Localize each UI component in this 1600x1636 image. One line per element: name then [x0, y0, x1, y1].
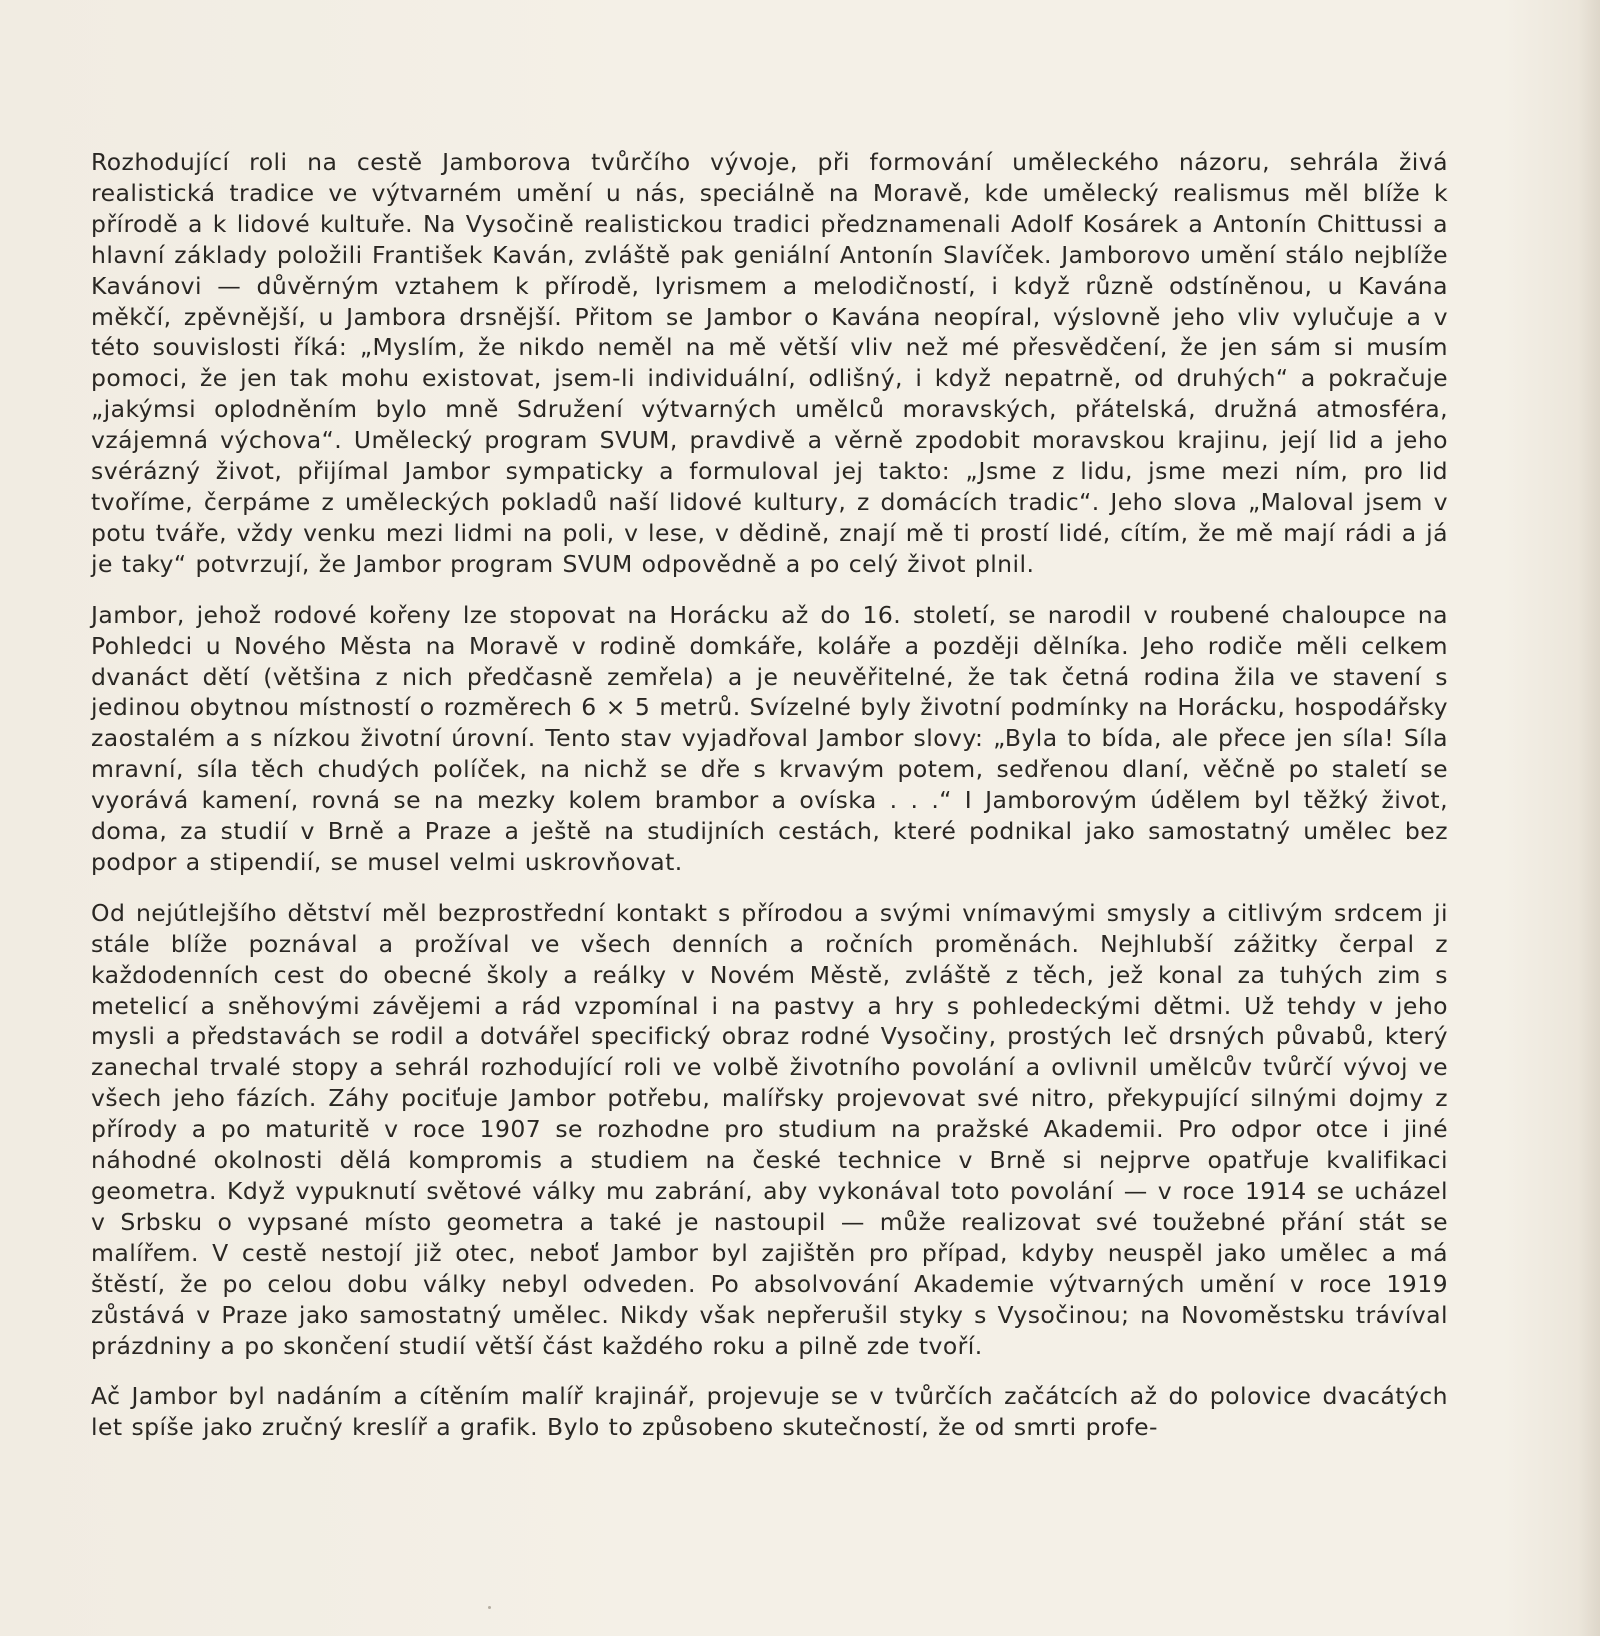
body-text: [91, 147, 1448, 1443]
paragraph: Od nejútlejšího dětství měl bezprostřední kontakt s přírodou a svými vnímavými smysly a citlivým srdcem ji stále blíže poznával a prožíval ve všech denních a ročních proměnách. Nejhlubší zážitky čerpal z každodenních cest do obecné školy a reálky v Novém Městě, zvláště z těch, jež konal za tuhých zim s metelicí a sněhovými závějemi a rád vzpomínal i na pastvy a hry s pohledeckými dětmi. Už tehdy v jeho mysli a představách se rodil a dotvářel specifický obraz rodné Vysočiny, prostých leč drsných půvabů, který zanechal trvalé stopy a sehrál rozhodující roli ve volbě životního povolání a ovlivnil umělcův tvůrčí vývoj ve všech jeho fázích. Záhy pociťuje Jambor potřebu, malířsky projevovat své nitro, překypující silnými dojmy z přírody a po maturitě v roce 1907 se rozhodne pro studium na pražské Akademii. Pro odpor otce i jiné náhodné okolnosti dělá kompromis a studiem na české technice v Brně si nejprve opatřuje kvalifikaci geometra. Když vypuknutí světové války mu zabrání, aby vykonával toto povolání — v roce 1914 se ucházel v Srbsku o vypsané místo geometra a také je nastoupil — může realizovat své toužebné přání stát se malířem. V cestě nestojí již otec, neboť Jambor byl zajištěn pro případ, kdyby neuspěl jako umělec a má štěstí, že po celou dobu války nebyl odveden. Po absolvování Akademie výtvarných umění v roce 1919 zůstává v Praze jako samostatný umělec. Nikdy však nepřerušil styky s Vysočinou; na Novoměstsku trávíval prázdniny a po skončení studií větší část každého roku a pilně zde tvoří.: [91, 898, 1448, 1360]
paragraph: Ač Jambor byl nadáním a cítěním malíř krajinář, projevuje se v tvůrčích začátcích až do polovice dvacátých let spíše jako zručný kreslíř a grafik. Bylo to způsobeno skutečností, že od smrti profe-: [91, 1382, 1448, 1442]
page-edge-shadow: [1578, 0, 1600, 1636]
paragraph: Rozhodující roli na cestě Jamborova tvůrčího vývoje, při formování uměleckého názoru, sehrála živá realistická tradice ve výtvarném umění u nás, speciálně na Moravě, kde umělecký realismus měl blíže k přírodě a k lidové kultuře. Na Vysočině realistickou tradici předznamenali Adolf Kosárek a Antonín Chittussi a hlavní základy položili František Kaván, zvláště pak geniální Antonín Slavíček. Jamborovo umění stálo nejblíže Kavánovi — důvěrným vztahem k přírodě, lyrismem a melodičností, i když různě odstíněnou, u Kavána měkčí, zpěvnější, u Jambora drsnější. Přitom se Jambor o Kavána neopíral, výslovně jeho vliv vylučuje a v této souvislosti říká: „Myslím, že nikdo neměl na mě větší vliv než mé přesvědčení, že jen sám si musím pomoci, že jen tak mohu existovat, jsem-li individuální, odlišný, i když nepatrně, od druhých“ a pokračuje „jakýmsi oplodněním bylo mně Sdružení výtvarných umělců moravských, přátelská, družná atmosféra, vzájemná výchova“. Umělecký program SVUM, pravdivě a věrně zpodobit moravskou krajinu, její lid a jeho svérázný život, přijímal Jambor sympaticky a formuloval jej takto: „Jsme z lidu, jsme mezi ním, pro lid tvoříme, čerpáme z uměleckých pokladů naší lidové kultury, z domácích tradic“. Jeho slova „Maloval jsem v potu tváře, vždy venku mezi lidmi na poli, v lese, v dědině, znají mě ti prostí lidé, cítím, že mě mají rádi a já je taky“ potvrzují, že Jambor program SVUM odpovědně a po celý život plnil.: [91, 148, 1448, 578]
paragraph: Jambor, jehož rodové kořeny lze stopovat na Horácku až do 16. století, se narodil v roubené chaloupce na Pohledci u Nového Města na Moravě v rodině domkáře, koláře a později dělníka. Jeho rodiče měli celkem dvanáct dětí (většina z nich předčasně zemřela) a je neuvěřitelné, že tak četná rodina žila ve stavení s jedinou obytnou místností o rozměrech 6 × 5 metrů. Svízelné byly životní podmínky na Horácku, hospodářsky zaostalém a s nízkou životní úrovní. Tento stav vyjadřoval Jambor slovy: „Byla to bída, ale přece jen síla! Síla mravní, síla těch chudých políček, na nichž se dře s krvavým potem, sedřenou dlaní, věčně po staletí se vyorává kamení, rovná se na mezky kolem brambor a ovíska . . .“ I Jamborovým údělem byl těžký život, doma, za studií v Brně a Praze a ještě na studijních cestách, které podnikal jako samostatný umělec bez podpor a stipendií, se musel velmi uskrovňovat.: [91, 600, 1448, 876]
paper-speck: [488, 1606, 491, 1609]
